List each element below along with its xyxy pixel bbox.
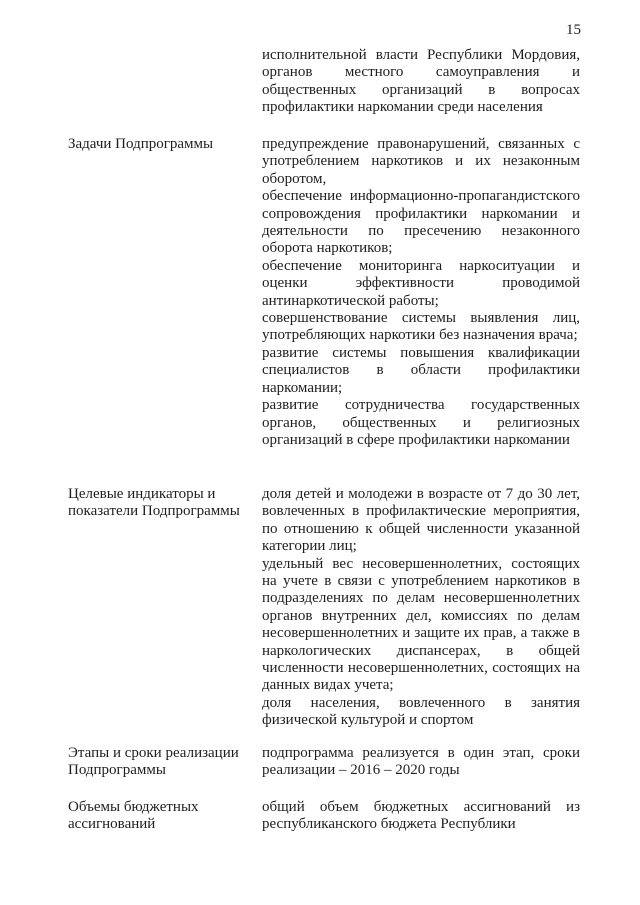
paragraph: развитие сотрудничества государственных органов, общественных и религиозных организаций в сфере профилактики наркомании	[262, 397, 580, 448]
paragraph: удельный вес несовершеннолетних, состоящих на учете в связи с употреблением наркотиков в подразделениях по делам несовершеннолетних органов внутренних дел, комиссиях по делам несовершеннолетних и защите их прав, а также в наркологических диспансерах, в общей численности несовершеннолетних, состоящих на данных видах учета;	[262, 555, 580, 694]
paragraph: подпрограмма реализуется в один этап, сроки реализации – 2016 – 2020 годы	[262, 745, 580, 779]
paragraph: предупреждение правонарушений, связанных с употреблением наркотиков и их незаконным оборотом,	[262, 136, 580, 187]
paragraph: развитие системы повышения квалификации специалистов в области профилактики наркомании;	[262, 344, 580, 396]
paragraph: доля населения, вовлеченного в занятия физической культурой и спортом	[262, 694, 580, 729]
section-label-indicators: Целевые индикаторы и показатели Подпрограммы	[68, 486, 240, 520]
paragraph: общий объем бюджетных ассигнований из республиканского бюджета Республики	[262, 799, 580, 833]
paragraph: совершенствование системы выявления лиц, употребляющих наркотики без назначения врача;	[262, 310, 580, 344]
paragraph: обеспечение информационно-пропагандистского сопровождения профилактики наркомании и деятельности по пресечению незаконного оборота наркотиков;	[262, 188, 580, 257]
page-number: 15	[566, 22, 581, 38]
section-text-budget	[262, 799, 580, 834]
continued-goal-text	[262, 47, 580, 117]
section-text-indicators	[262, 486, 580, 730]
section-label-tasks: Задачи Подпрограммы	[68, 136, 214, 152]
section-text-tasks	[262, 136, 580, 449]
paragraph: исполнительной власти Республики Мордовия, органов местного самоуправления и общественных организаций в вопросах профилактики наркомании среди населения	[262, 47, 580, 116]
paragraph: доля детей и молодежи в возрасте от 7 до 30 лет, вовлеченных в профилактические мероприятия, по отношению к общей численности указанной категории лиц;	[262, 486, 580, 555]
section-label-stages: Этапы и сроки реализации Подпрограммы	[68, 745, 239, 779]
section-text-stages	[262, 745, 580, 780]
section-label-budget: Объемы бюджетных ассигнований	[68, 799, 199, 833]
paragraph: обеспечение мониторинга наркоситуации и оценки эффективности проводимой антинаркотической работы;	[262, 257, 580, 309]
